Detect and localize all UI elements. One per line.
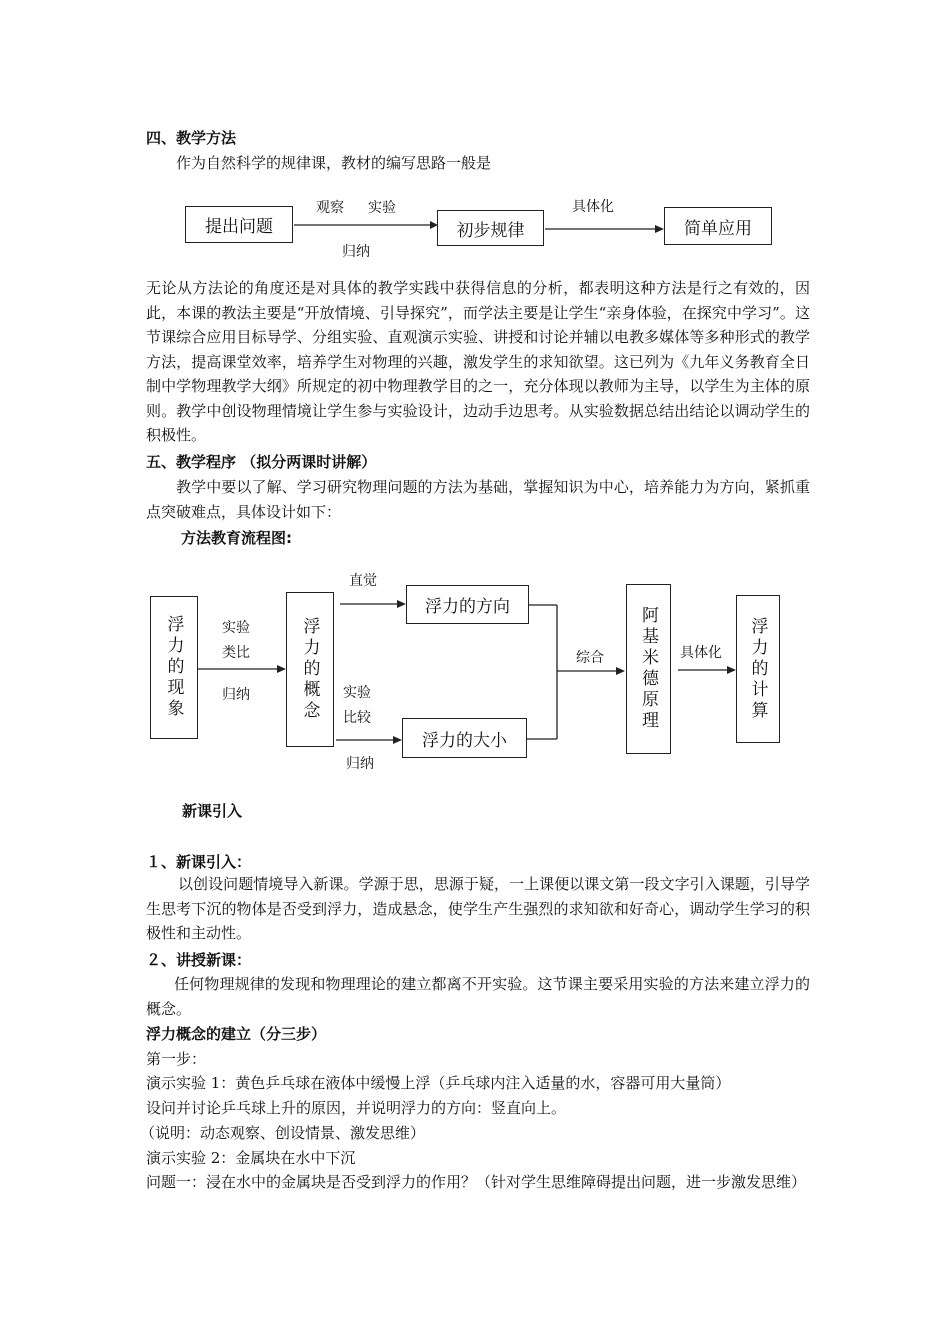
flow2-title: 方法教育流程图: xyxy=(181,529,292,547)
box-buoyancy-calculation: 浮力的计算 xyxy=(736,595,780,743)
label-experiment-1: 实验 xyxy=(222,620,250,636)
box-raise-question: 提出问题 xyxy=(185,206,293,243)
box-buoyancy-size: 浮力的大小 xyxy=(402,718,527,758)
label-concretize: 具体化 xyxy=(572,199,614,215)
label-concretize-2: 具体化 xyxy=(680,645,722,661)
box-archimedes-principle: 阿基米德原理 xyxy=(626,584,671,754)
item1-heading: １、新课引入： xyxy=(146,853,252,871)
label-analogy: 类比 xyxy=(222,645,250,661)
label-intuition: 直觉 xyxy=(349,573,377,589)
new-lesson-title: 新课引入 xyxy=(182,802,243,820)
box-buoyancy-concept: 浮力的概念 xyxy=(286,592,334,747)
question1-text: 问题一：浸在水中的金属块是否受到浮力的作用？（针对学生思维障碍提出问题，进一步激发思维） xyxy=(146,1173,807,1191)
label-synthesis: 综合 xyxy=(576,650,604,666)
box-buoyancy-direction: 浮力的方向 xyxy=(406,585,529,624)
label-induction: 归纳 xyxy=(342,244,370,260)
item2-text: 任何物理规律的发现和物理理论的建立都离不开实验。这节课主要采用实验的方法来建立浮力的概念。 xyxy=(146,975,810,1018)
box-simple-application: 简单应用 xyxy=(664,207,772,245)
box-preliminary-law: 初步规律 xyxy=(437,210,544,246)
label-induction-1: 归纳 xyxy=(222,687,250,703)
method-paragraph: 无论从方法论的角度还是对具体的教学实践中获得信息的分析，都表明这种方法是行之有效的，因此，本课的教法主要是“开放情境、引导探究”，而学法主要是让学生“亲身体验，在探究中学习”。这节课综合应用目标导学、分组实验、直观演示实验、讲授和讨论并辅以电教多媒体等多种形式的教学方法，提高课堂效率，培养学生对物理的兴趣，激发学生的求知欲望。这已列为《九年义务教育全日制中学物理教学大纲》所规定的初中物理教学目的之一，充分体现以教师为主导，以学生为主体的原则。教学中创设物理情境让学生参与实验设计，边动手边思考。从实验数据总结出结论以调动学生的积极性。 xyxy=(146,279,810,444)
section5-intro: 教学中要以了解、学习研究物理问题的方法为基础，掌握知识为中心，培养能力为方向，紧抓重点突破难点，具体设计如下： xyxy=(146,478,810,521)
label-experiment-2: 实验 xyxy=(343,685,371,701)
concept-heading: 浮力概念的建立（分三步） xyxy=(146,1025,327,1043)
label-observe: 观察 xyxy=(316,200,344,216)
step1-label: 第一步： xyxy=(146,1050,207,1068)
box-buoyancy-phenomenon: 浮力的现象 xyxy=(150,596,198,739)
section4-heading: 四、教学方法 xyxy=(146,129,237,147)
demo1-text: 演示实验 1：黄色乒乓球在液体中缓慢上浮（乒乓球内注入适量的水，容器可用大量筒） xyxy=(146,1074,731,1092)
label-induction-2: 归纳 xyxy=(346,756,374,772)
label-compare: 比较 xyxy=(343,710,371,726)
demo2-text: 演示实验 2：金属块在水中下沉 xyxy=(146,1149,356,1167)
label-experiment: 实验 xyxy=(368,200,396,216)
demo1-question: 设问并讨论乒乓球上升的原因，并说明浮力的方向：竖直向上。 xyxy=(146,1099,567,1117)
item1-text: 以创设问题情境导入新课。学源于思，思源于疑，一上课便以课文第一段文字引入课题，引导学生思考下沉的物体是否受到浮力，造成悬念，使学生产生强烈的求知欲和好奇心，调动学生学习的积极性和主动性。 xyxy=(146,875,810,942)
section4-intro: 作为自然科学的规律课，教材的编写思路一般是 xyxy=(176,154,492,172)
section5-heading: 五、教学程序 （拟分两课时讲解） xyxy=(146,453,377,471)
item2-heading: ２、讲授新课： xyxy=(146,951,252,969)
note-text: （说明：动态观察、创设情景、激发思维） xyxy=(140,1124,426,1142)
